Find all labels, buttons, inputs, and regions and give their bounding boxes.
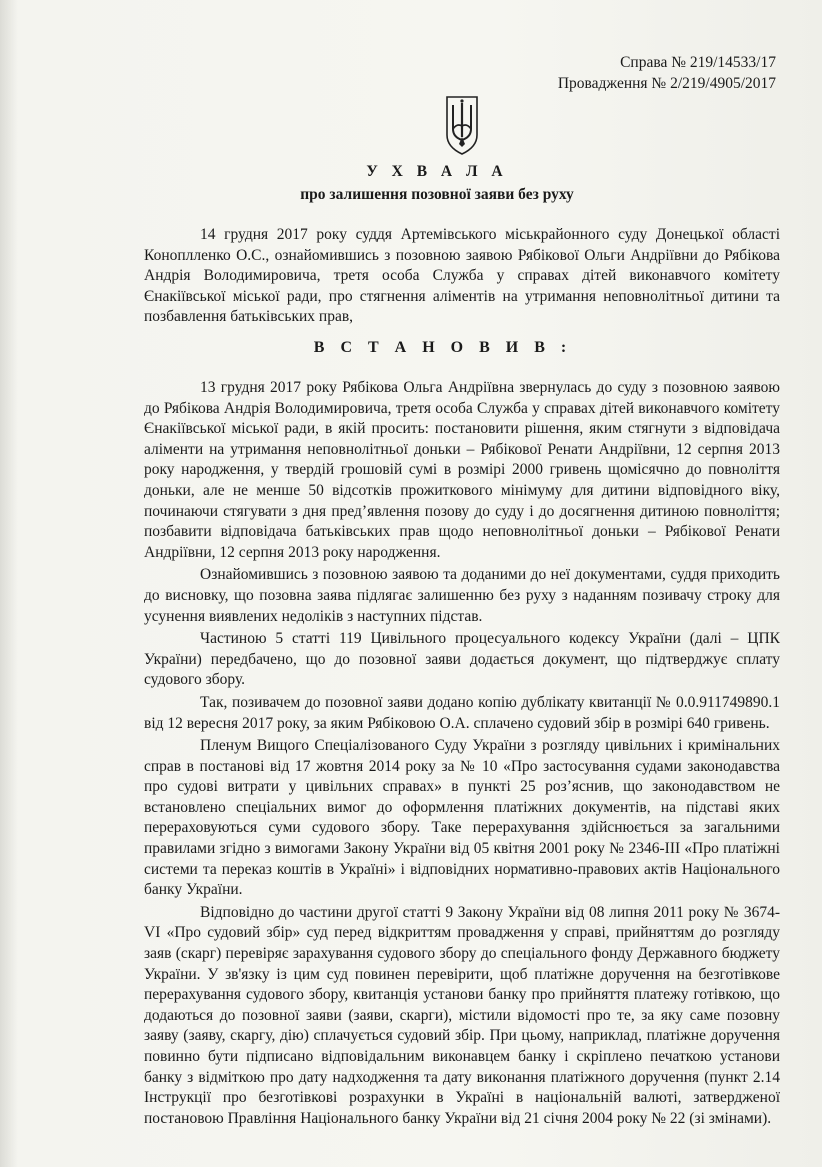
intro-section: [144, 225, 780, 328]
case-info: [558, 52, 776, 94]
case-number: Справа № 219/14533/17: [620, 54, 776, 71]
paragraph-article-119: Частиною 5 статті 119 Цивільного процесуального кодексу України (далі – ЦПК України) передбачено, що до позовної заяви додається документ, що підтверджує сплату судового збору.: [144, 630, 780, 689]
paragraph-court-fee-law: Відповідно до частини другої статті 9 Закону України від 08 липня 2011 року № 3674-VI «Про судовий збір» суд перед відкриттям провадження у справі, прийняттям до розгляду заяв (скарг) перевіряє зарахування судового збору до спеціального фонду Державного бюджету України. У зв'язку із цим суд повинен перевірити, щоб платіжне доручення на безготівкове перерахування судового збору, квитанція установи банку про прийняття платежу готівкою, що додаються до позовної заяви (заяви, скарги), містили відомості про те, за яку саме позовну заяву (заяву, скаргу, дію) сплачується судовий збір. При цьому, наприклад, платіжне доручення повинно бути підписано відповідальним виконавцем банку і скріплено печаткою установи банку з відміткою про дату надходження та дату виконання платіжного доручення (пункт 2.14 Інструкції про безготівкові розрахунки в Україні в національній валюті, затвердженої постановою Правління Національного банку України від 21 січня 2004 року № 22 (зі змінами).: [144, 903, 780, 1127]
intro-paragraph: 14 грудня 2017 року суддя Артемівського міськрайонного суду Донецької області Коноплленко О.С., ознайомившись з позовною заявою Рябікової Ольги Андріївни до Рябікова Андрія Володимировича, третя особа Служба у справах дітей виконавчого комітету Єнакіївської міської ради, про стягнення аліментів на утримання неповнолітньої дитини та позбавлення батьківських прав,: [144, 226, 780, 326]
section-heading: В С Т А Н О В И В :: [313, 339, 573, 356]
paragraph-claim: 13 грудня 2017 року Рябікова Ольга Андріївна звернулась до суду з позовною заявою до Рябікова Андрія Володимировича, третя особа Служба у справах дітей виконавчого комітету Єнакіївської міської ради, в якій просить: постановити рішення, яким стягнути з відповідача аліменти на утримання неповнолітньої доньки – Рябікової Ренати Андріївни, 12 серпня 2013 року народження, у твердій грошовій сумі в розмірі 2000 гривень щомісячно до повноліття доньки, але не менше 50 відсотків прожиткового мінімуму для дитини відповідного віку, починаючи стягувати з дня пред’явлення позову до суду і до досягнення дитиною повноліття; позбавити відповідача батьківських прав щодо неповнолітньої доньки – Рябікової Ренати Андріївни, 12 серпня 2013 року народження.: [144, 379, 780, 561]
main-section: [144, 378, 780, 1129]
paragraph-receipt: Так, позивачем до позовної заяви додано копію дублікату квитанції № 0.0.911749890.1 від 12 вересня 2017 року, за яким Рябіковою О.А. сплачено судовий збір в розмірі 640 гривень.: [144, 693, 780, 732]
proceeding-number: Провадження № 2/219/4905/2017: [557, 75, 776, 92]
paragraph-plenum: Пленум Вищого Спеціалізованого Суду України з розгляду цивільних і кримінальних справ в постанові від 17 жовтня 2014 року за № 10 «Про застосування судами законодавства про судові витрати у цивільних справах» в пункті 25 роз’яснив, що законодавством не встановлено спеціальних вимог до оформлення платіжних документів, на підставі яких перераховуються суми судового збору. Таке перерахування здійснюється за загальними правилами згідно з вимогами Закону України від 05 квітня 2001 року № 2346-ІІІ «Про платіжні системи та переказ коштів в Україні» і відповідних нормативно-правових актів Національного банку України.: [144, 737, 780, 899]
document-title: У Х В А Л А: [366, 163, 508, 180]
trident-coat-of-arms-icon: [444, 93, 480, 157]
document-subtitle: про залишення позовної заяви без руху: [300, 186, 574, 203]
paragraph-conclusion: Ознайомившись з позовною заявою та доданими до неї документами, суддя приходить до висновку, що позовна заява підлягає залишенню без руху з наданням позивачу строку для усунення виявлених недоліків з наступних підстав.: [144, 566, 780, 625]
